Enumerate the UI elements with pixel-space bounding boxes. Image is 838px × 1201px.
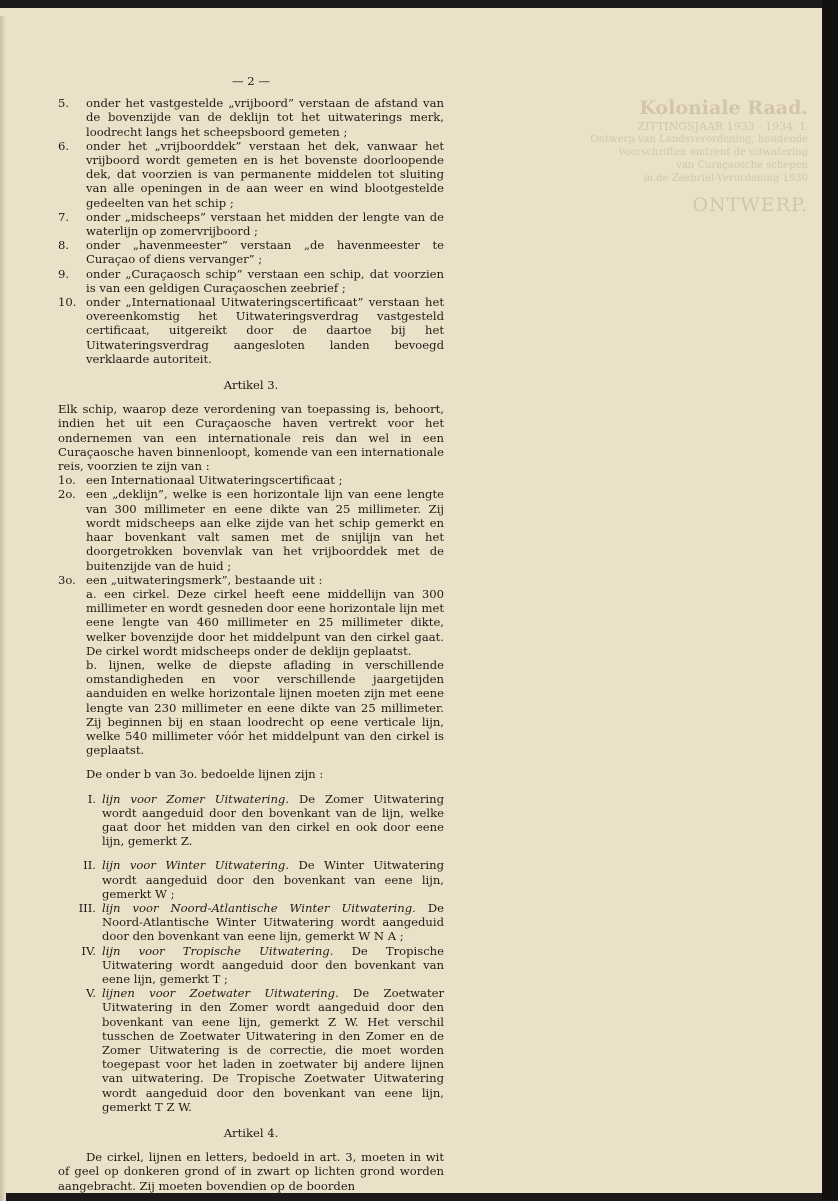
roman-number: V. <box>85 986 96 1001</box>
item-number: 1o. <box>58 473 76 488</box>
bleed-session: ZITTINGSJAAR 1933 · 1934. I. <box>637 120 808 133</box>
item-text: een Internationaal Uitwateringscertificaat ; <box>86 473 343 488</box>
definition-item <box>58 139 444 210</box>
artikel-3-item <box>58 487 444 572</box>
sub-item-a: a. een cirkel. Deze cirkel heeft eene middellijn van 300 millimeter en wordt gesneden door eene horizontale lijn met eene lengte van 460 millimeter en 25 millimeter dikte, welker bovenzijde door het middelpunt van den cirkel gaat. De cirkel wordt midscheeps onder de deklijn geplaatst. <box>86 586 444 658</box>
definition-item <box>58 295 444 366</box>
line-title: lijn voor Zomer Uitwatering. <box>102 791 290 806</box>
item-text: onder het vastgestelde „vrijboord” verstaan de afstand van de bovenzijde van de deklijn tot het uitwaterings merk, loodrecht langs het scheepsboord gemeten ; <box>86 96 444 139</box>
line-definition <box>58 901 444 944</box>
bleed-ontwerp: ONTWERP. <box>692 194 808 216</box>
line-title: lijn voor Winter Uitwatering. <box>102 858 290 873</box>
item-number: 3o. <box>58 572 76 587</box>
line-definition <box>58 792 444 849</box>
page-content <box>58 74 444 1193</box>
definition-item <box>58 96 444 139</box>
lines-intro: De onder b van 3o. bedoelde lijnen zijn : <box>86 767 324 782</box>
roman-number: III. <box>78 900 96 915</box>
item-number: 2o. <box>58 487 76 502</box>
page-number: — 2 — <box>232 74 270 88</box>
line-text: De Zomer Uitwatering wordt aangeduid door den bovenkant van de lijn, welke gaat door het midden van den cirkel en ook door eene lijn, gemerkt Z. <box>102 791 445 849</box>
roman-number: I. <box>87 791 96 806</box>
sub-item-b: b. lijnen, welke de diepste aflading in verschillende omstandigheden en voor verschillende jaargetijden aanduiden en welke horizontale lijnen moeten zijn met eene lengte van 230 millimeter en eene dikte van 25 millimeter. Zij beginnen bij en staan loodrecht op eene verticale lijn, welke 540 millimeter vóór het middelpunt van den cirkel is geplaatst. <box>86 657 444 758</box>
artikel-4-heading: Artikel 4. <box>223 1126 279 1141</box>
bleed-through-text <box>568 96 808 216</box>
item-text: onder „Internationaal Uitwateringscertificaat” verstaan het overeenkomstig het Uitwateringsverdrag vastgesteld certificaat, uitgereikt door de daartoe bij het Uitwateringsverdrag aangesloten landen bevoegd verklaarde autoriteit. <box>86 295 444 366</box>
line-text: De Winter Uitwatering wordt aangeduid door den bovenkant van eene lijn, gemerkt W ; <box>102 858 445 901</box>
page-shadow <box>0 16 6 1201</box>
line-title: lijn voor Noord-Atlantische Winter Uitwatering. <box>102 900 416 915</box>
artikel-3-item <box>58 473 444 487</box>
bleed-line: Ontwerp van Landsverordening, houdende <box>590 134 808 145</box>
artikel-3-heading: Artikel 3. <box>223 378 279 393</box>
item-text: onder „Curaçaosch schip” verstaan een schip, dat voorzien is van een geldigen Curaçaoschen zeebrief ; <box>86 266 444 295</box>
bleed-title: Koloniale Raad. <box>639 97 808 119</box>
item-number: 7. <box>58 209 70 224</box>
item-number: 10. <box>58 295 77 310</box>
item-number: 8. <box>58 238 70 253</box>
line-title: lijn voor Tropische Uitwatering. <box>102 943 334 958</box>
item-text: onder „midscheeps” verstaan het midden der lengte van de waterlijn op zomervrijboord ; <box>86 209 444 239</box>
definition-item <box>58 210 444 238</box>
line-text: De Zoetwater Uitwatering in den Zomer wordt aangeduid door den bovenkant van eene lijn, gemerkt Z W. Het verschil tusschen de Zoetwater Uitwatering in den Zomer en de Zomer Uitwatering is de correctie, die moet worden toegepast voor het laden in zoetwater bij andere lijnen van uitwatering. De Tropische Zoetwater Uitwatering wordt aangeduid door den bovenkant van eene lijn, gemerkt T Z W. <box>102 986 445 1114</box>
item-text: onder het „vrijboorddek” verstaan het dek, vanwaar het vrijboord wordt gemeten en is het bovenste doorloopende dek, dat voorzien is van permanente middelen tot sluiting van alle openingen in de aan weer en wind blootgestelde gedeelten van het schip ; <box>86 138 444 210</box>
item-number: 6. <box>58 138 70 153</box>
item-text: onder „havenmeester” verstaan „de havenmeester te Curaçao of diens vervanger” ; <box>86 238 444 267</box>
line-definition <box>58 986 444 1114</box>
bleed-line: van Curaçaosche schepen <box>676 160 808 171</box>
definition-item <box>58 238 444 266</box>
line-text: De Noord-Atlantische Winter Uitwatering wordt aangeduid door den bovenkant van eene lijn, gemerkt W N A ; <box>102 900 444 944</box>
roman-number: II. <box>83 858 96 873</box>
item-number: 9. <box>58 266 70 281</box>
document-page <box>0 8 822 1193</box>
bleed-line: voorschriften omtrent de uitwatering <box>618 147 808 158</box>
roman-number: IV. <box>81 943 96 958</box>
item-text: een „deklijn”, welke is een horizontale lijn van eene lengte van 300 millimeter en eene dikte van 25 millimeter. Zij wordt midscheeps aan elke zijde van het schip gemerkt en haar bovenkant valt samen met de snijlijn van het doorgetrokken bovenvlak van het vrijboorddek met de buitenzijde van de huid ; <box>86 487 444 573</box>
line-text: De Tropische Uitwatering wordt aangeduid door den bovenkant van eene lijn, gemerkt T ; <box>102 943 445 986</box>
definition-item <box>58 267 444 295</box>
artikel-3-intro: Elk schip, waarop deze verordening van toepassing is, behoort, indien het uit een Curaçaosche haven vertrekt voor het ondernemen van een internationale reis dan wel in een Curaçaosche haven binnenloopt, komende van een internationale reis, voorzien te zijn van : <box>58 402 444 474</box>
artikel-3-item <box>58 573 444 587</box>
line-definition <box>58 944 444 987</box>
artikel-4-text: De cirkel, lijnen en letters, bedoeld in art. 3, moeten in wit of geel op donkeren grond of in zwart op lichten grond worden aangebracht. Zij moeten bovendien op de boorden <box>58 1150 444 1193</box>
item-number: 5. <box>58 96 70 111</box>
bleed-line: in de Zeebrief-Verordening 1930 <box>643 173 808 184</box>
scan-edge <box>822 0 838 1200</box>
item-text: een „uitwateringsmerk”, bestaande uit : <box>86 572 323 587</box>
line-definition <box>58 858 444 901</box>
line-title: lijnen voor Zoetwater Uitwatering. <box>102 986 339 1001</box>
